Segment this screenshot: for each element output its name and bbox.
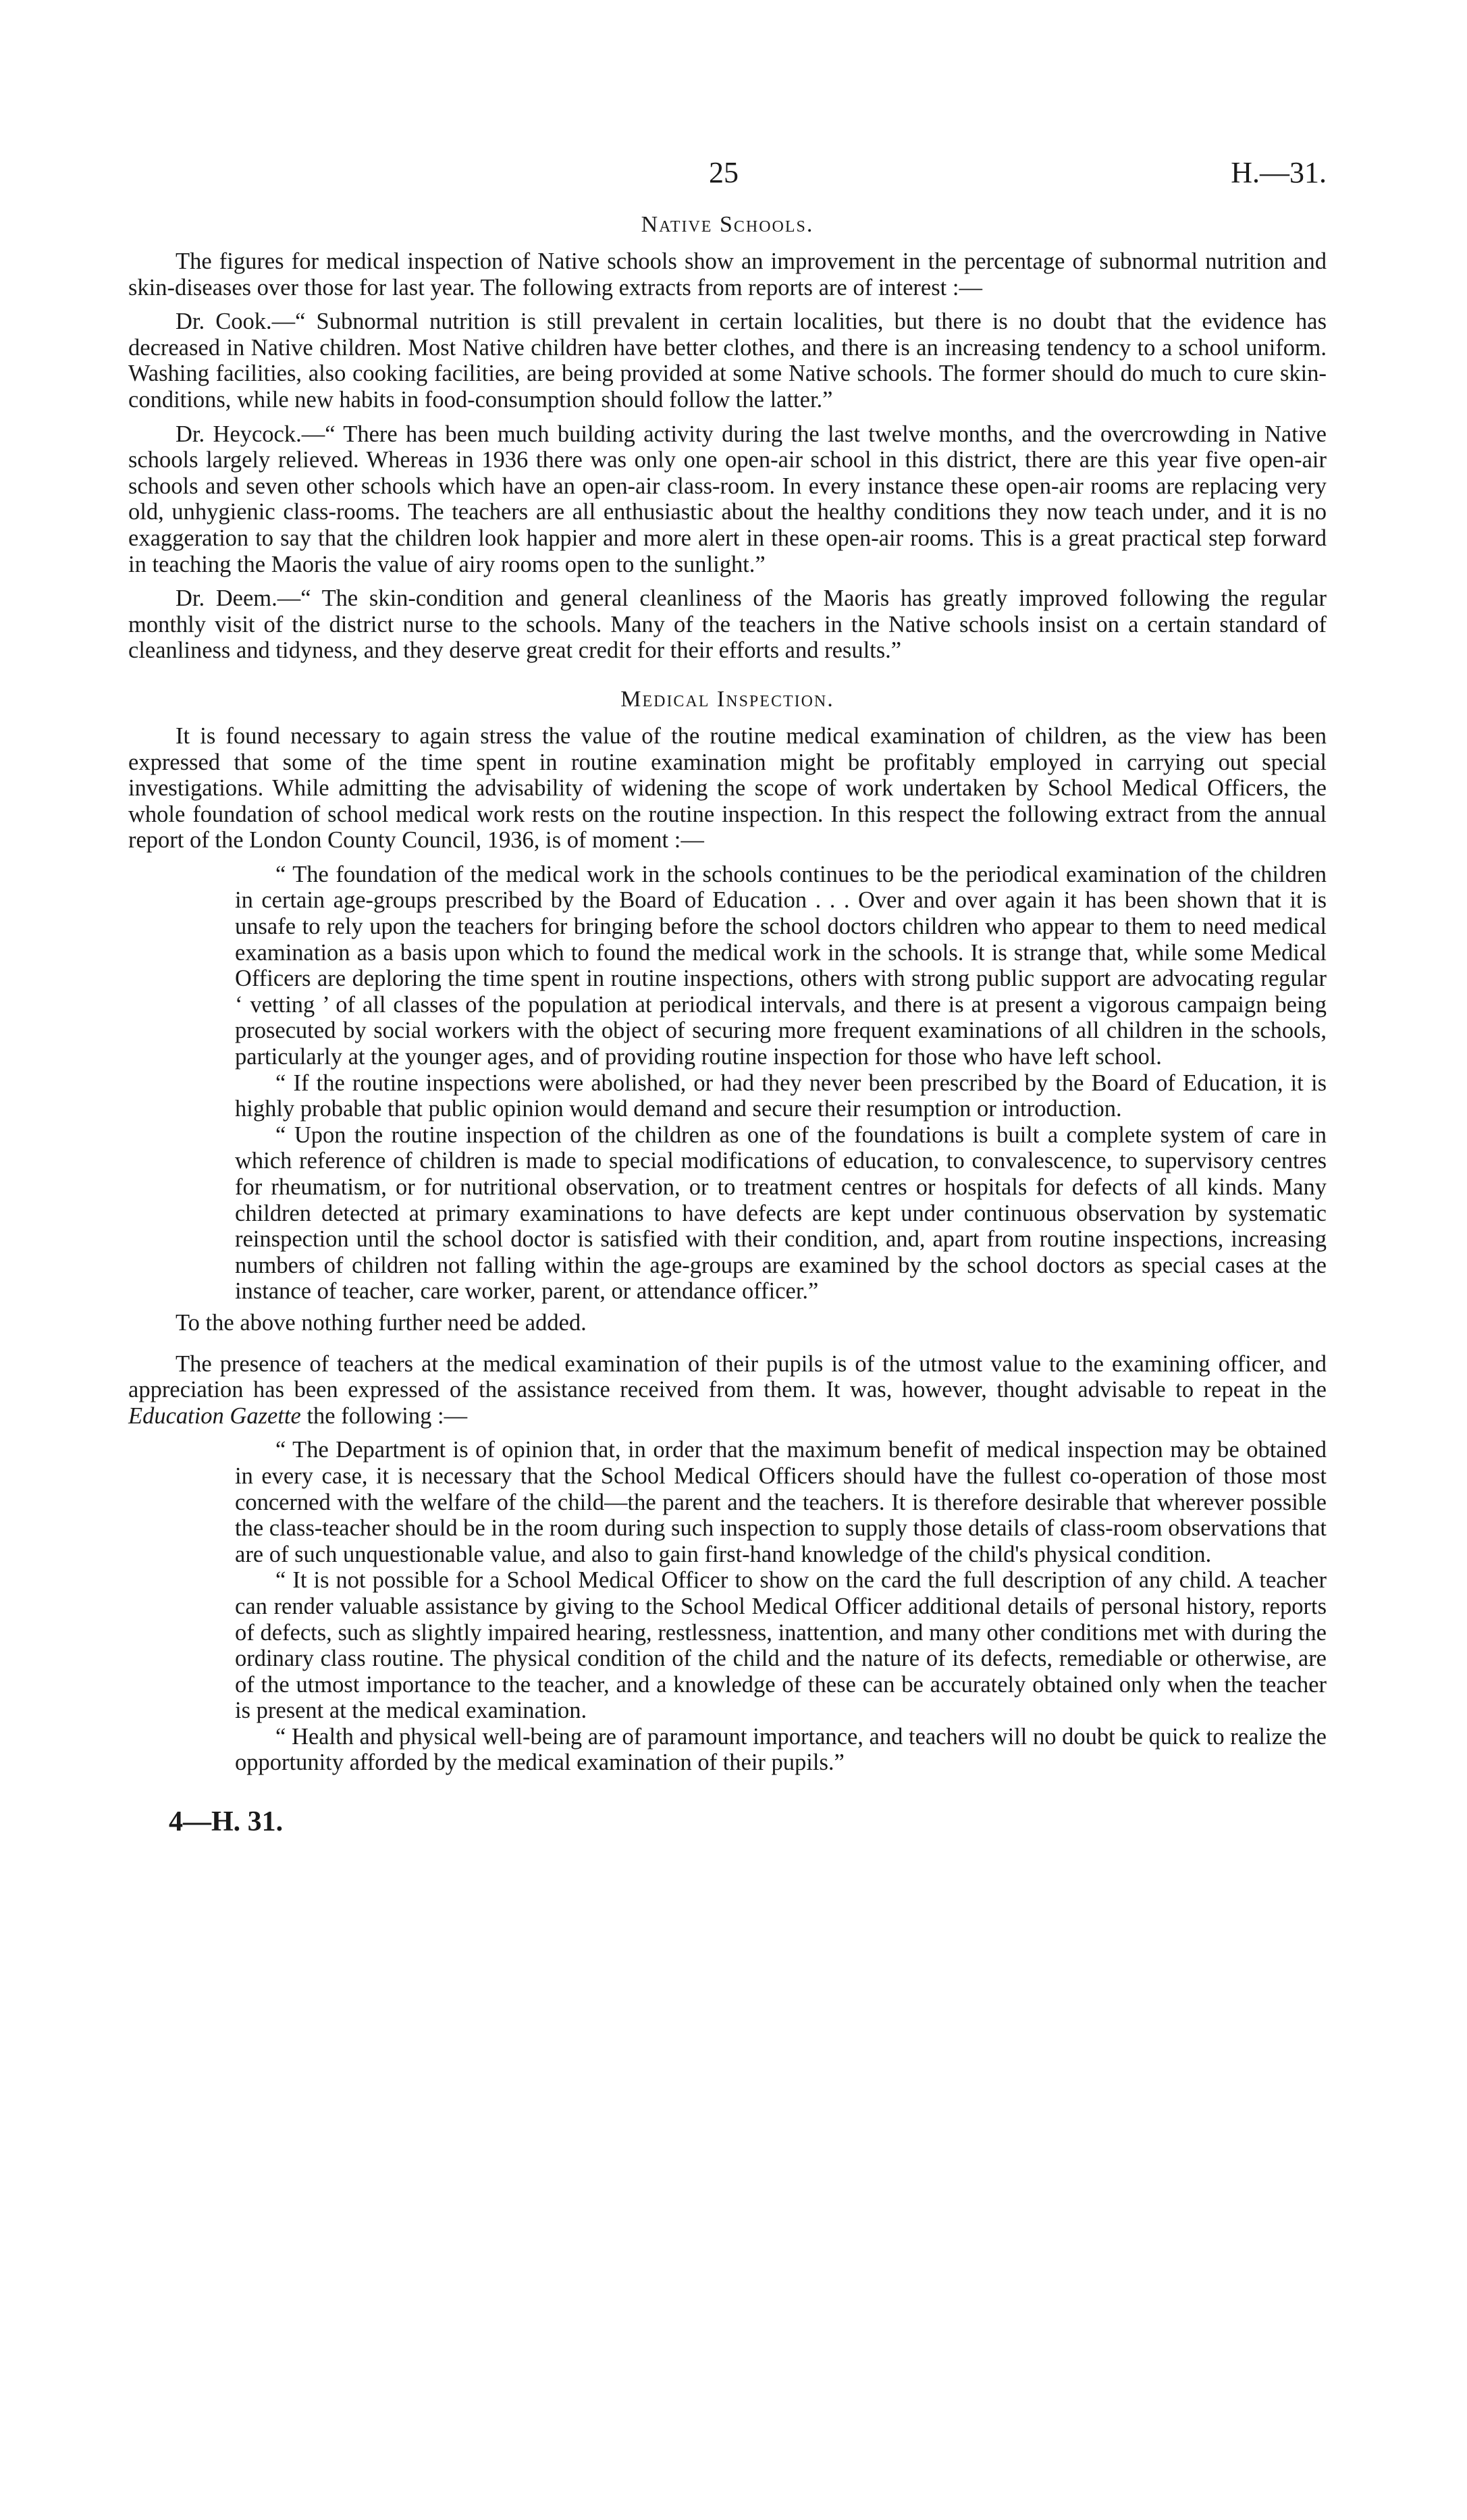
teachers-presence-paragraph bbox=[128, 1351, 1327, 1429]
education-gazette-quote bbox=[128, 1437, 1327, 1776]
signature-mark: 4—H. 31. bbox=[169, 1806, 284, 1838]
native-schools-intro: The figures for medical inspection of Native schools show an improvement in the percentage of subnormal nutrition and skin-diseases over those for last year. The following extracts from reports are of interest :— bbox=[128, 248, 1327, 300]
document-page bbox=[128, 142, 1327, 1838]
paragraph-text: The presence of teachers at the medical examination of their pupils is of the utmost value to the examining officer, and appreciation has been expressed of the assistance received from them. It was, however, thought advisable to repeat in the bbox=[128, 1350, 1327, 1403]
report-dr-deem: Dr. Deem.—“ The skin-condition and general cleanliness of the Maoris has greatly improved following the regular monthly visit of the district nurse to the schools. Many of the teachers in the Native schools insist on a certain standard of cleanliness and tidyness, and they deserve great credit for their efforts and results.” bbox=[128, 585, 1327, 664]
lcc-report-quote bbox=[128, 862, 1327, 1305]
document-reference: H.—31. bbox=[1231, 156, 1327, 189]
running-head bbox=[128, 142, 1327, 189]
quote-paragraph: “ The Department is of opinion that, in order that the maximum benefit of medical inspection may be obtained in every case, it is necessary that the School Medical Officers should have the fullest co-operation of those most concerned with the welfare of the child—the parent and the teachers. It is therefore desirable that wherever possible the class-teacher should be in the room during such inspection to supply those details of class-room observations that are of such unquestionable value, and also to gain first-hand knowledge of the child's physical condition. bbox=[235, 1437, 1327, 1567]
paragraph-text: the following :— bbox=[300, 1402, 468, 1429]
closing-remark: To the above nothing further need be added. bbox=[176, 1309, 587, 1336]
section-heading-medical-inspection: Medical Inspection. bbox=[620, 686, 834, 712]
report-dr-heycock: Dr. Heycock.—“ There has been much building activity during the last twelve months, and the overcrowding in Native schools largely relieved. Whereas in 1936 there was only one open-air school in this district, there are this year five open-air schools and seven other schools which have an open-air class-room. In every instance these open-air rooms are replacing very old, unhygienic class-rooms. The teachers are all enthusiastic about the healthy conditions they now teach under, and it is no exaggeration to say that the children look happier and more alert in these open-air rooms. This is a great practical step forward in teaching the Maoris the value of airy rooms open to the sunlight.” bbox=[128, 421, 1327, 577]
section-heading-native-schools: Native Schools. bbox=[641, 212, 814, 237]
quote-paragraph: “ If the routine inspections were abolished, or had they never been prescribed by the Board of Education, it is highly probable that public opinion would demand and secure their resumption or introduction. bbox=[235, 1070, 1327, 1122]
quote-paragraph: “ It is not possible for a School Medical Officer to show on the card the full description of any child. A teacher can render valuable assistance by giving to the School Medical Officer additional details of personal history, reports of defects, such as slightly impaired hearing, restlessness, inattention, and many other conditions met with during the ordinary class routine. The physical condition of the child and the nature of its defects, remediable or otherwise, are of the utmost importance to the teacher, and a knowledge of these can be accurately obtained only when the teacher is present at the medical examination. bbox=[235, 1567, 1327, 1724]
page-number: 25 bbox=[709, 156, 739, 189]
report-dr-cook: Dr. Cook.—“ Subnormal nutrition is still prevalent in certain localities, but there is no doubt that the evidence has decreased in Native children. Most Native children have better clothes, and there is an increasing tendency to a school uniform. Washing facilities, also cooking facilities, are being provided at some Native schools. The former should do much to cure skin-conditions, while new habits in food-consumption should follow the latter.” bbox=[128, 309, 1327, 413]
quote-paragraph: “ The foundation of the medical work in the schools continues to be the periodical examination of the children in certain age-groups prescribed by the Board of Education . . . Over and over again it has been shown that it is unsafe to rely upon the teachers for bringing before the school doctors children who appear to them to need medical examination as a basis upon which to found the medical work in the schools. It is strange that, while some Medical Officers are deploring the time spent in routine inspections, others with strong public support are advocating regular ‘ vetting ’ of all classes of the population at periodical intervals, and there is at present a vigorous campaign being prosecuted by social workers with the object of securing more frequent examinations of all children in the schools, particularly at the younger ages, and of providing routine inspection for those who have left school. bbox=[235, 861, 1327, 1070]
education-gazette-title: Education Gazette bbox=[128, 1402, 301, 1429]
quote-paragraph: “ Health and physical well-being are of paramount importance, and teachers will no doubt be quick to realize the opportunity afforded by the medical examination of their pupils.” bbox=[235, 1723, 1327, 1776]
medical-inspection-intro: It is found necessary to again stress the value of the routine medical examination of children, as the view has been expressed that some of the time spent in routine examination might be profitably employed in carrying out special investigations. While admitting the advisability of widening the scope of work undertaken by School Medical Officers, the whole foundation of school medical work rests on the routine inspection. In this respect the following extract from the annual report of the London County Council, 1936, is of moment :— bbox=[128, 723, 1327, 854]
quote-paragraph: “ Upon the routine inspection of the children as one of the foundations is built a complete system of care in which reference of children is made to special modifications of education, to convalescence, to supervisory centres for rheumatism, or for nutritional observation, or to treatment centres or hospitals for defects of all kinds. Many children detected at primary examinations to have defects are kept under continuous observation by systematic reinspection until the school doctor is satisfied with their condition, and, apart from routine inspections, increasing numbers of children not falling within the age-groups are examined by the school doctors as special cases at the instance of teacher, care worker, parent, or attendance officer.” bbox=[235, 1122, 1327, 1305]
